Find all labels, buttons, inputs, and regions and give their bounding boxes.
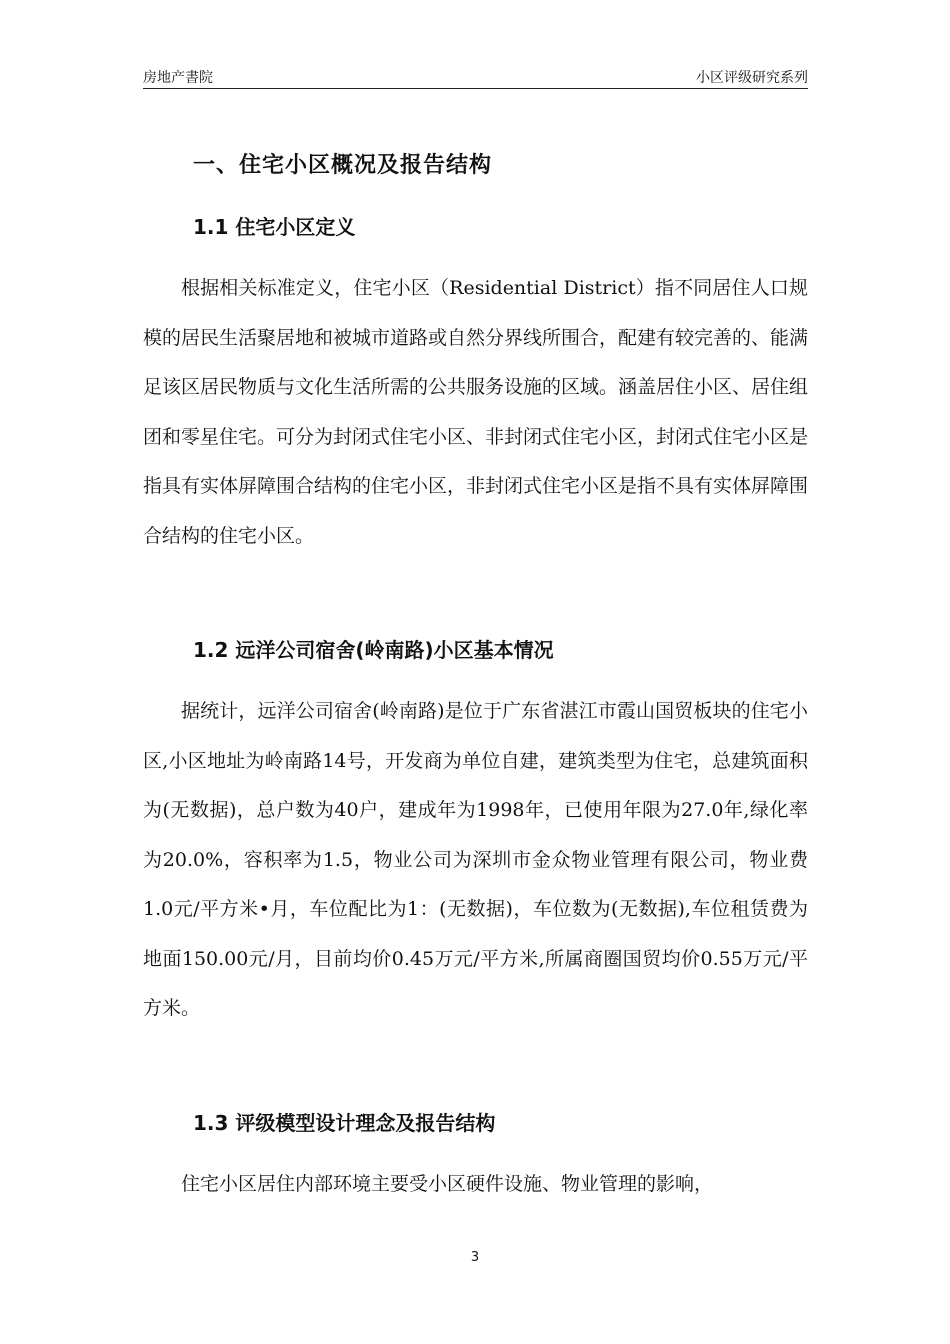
subsection-heading-1-3: 1.3 评级模型设计理念及报告结构 [193, 1111, 496, 1135]
header-series-title: 小区评级研究系列 [696, 70, 808, 86]
paragraph-definition: 根据相关标准定义，住宅小区（Residential District）指不同居住人口规模的居民生活聚居地和被城市道路或自然分界线所围合，配建有较完善的、能满足该区居民物质与文化生活所需的公共服务设施的区域。涵盖居住小区、居住组团和零星住宅。可分为封闭式住宅小区、非封闭式住宅小区，封闭式住宅小区是指具有实体屏障围合结构的住宅小区，非封闭式住宅小区是指不具有实体屏障围合结构的住宅小区。 [143, 277, 809, 547]
paragraph-model-design: 住宅小区居住内部环境主要受小区硬件设施、物业管理的影响， [181, 1173, 714, 1195]
paragraph-basic-info: 据统计，远洋公司宿舍(岭南路)是位于广东省湛江市霞山国贸板块的住宅小区,小区地址为岭南路14号，开发商为单位自建，建筑类型为住宅，总建筑面积为(无数据)，总户数为40户，建成年为1998年，已使用年限为27.0年,绿化率为20.0%，容积率为1.5，物业公司为深圳市金众物业管理有限公司，物业费1.0元/平方米•月，车位配比为1：(无数据)，车位数为(无数据),车位租赁费为地面150.00元/月，目前均价0.45万元/平方米,所属商圈国贸均价0.55万元/平方米。 [143, 700, 808, 1019]
subsection-heading-1-1: 1.1 住宅小区定义 [193, 215, 356, 239]
page-number: 3 [470, 1250, 480, 1265]
page-header [143, 66, 808, 89]
section-title: 一、住宅小区概况及报告结构 [193, 153, 493, 178]
subsection-heading-1-2: 1.2 远洋公司宿舍(岭南路)小区基本情况 [193, 638, 554, 662]
header-publisher: 房地产書院 [143, 70, 213, 86]
